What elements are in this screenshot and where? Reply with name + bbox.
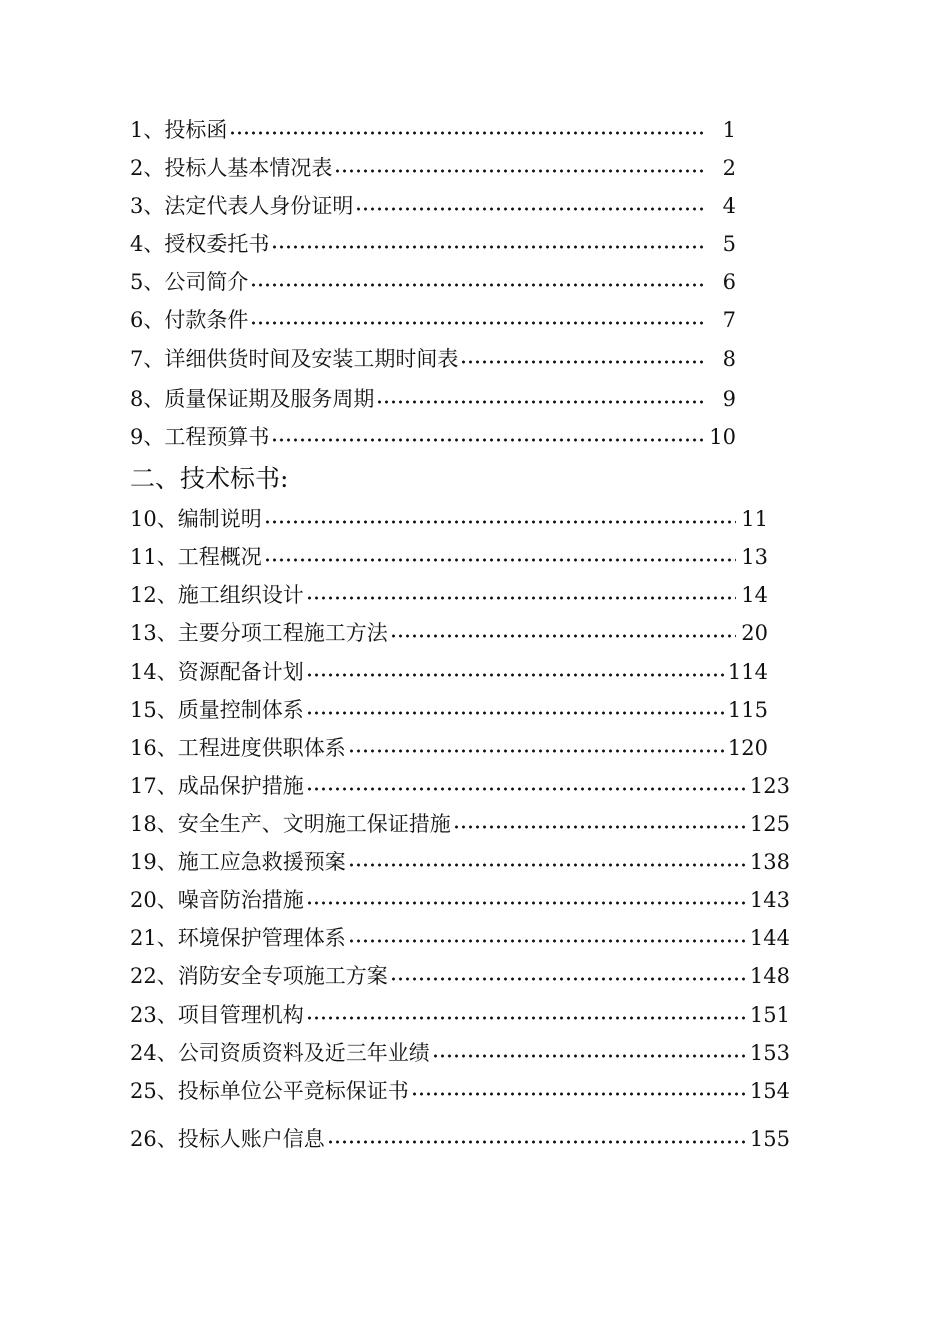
dot-leader: [334, 169, 704, 173]
section-heading-technical-bid: 二、技术标书:: [130, 464, 289, 493]
toc-entry-page-number: 8: [722, 347, 736, 371]
toc-entry-title: 14、资源配备计划: [130, 660, 304, 684]
toc-entry-page-number: 5: [722, 232, 736, 256]
toc-entry-title: 26、投标人账户信息: [130, 1127, 325, 1151]
toc-entry-page-number: 14: [741, 583, 768, 607]
dot-leader: [271, 438, 704, 442]
toc-entry-page-number: 20: [741, 621, 768, 645]
dot-leader: [390, 634, 736, 638]
toc-entry: [130, 1037, 790, 1069]
toc-entry-page-number: 13: [741, 545, 768, 569]
toc-entry: [130, 579, 768, 611]
dot-leader: [229, 131, 704, 135]
toc-entry-title: 8、质量保证期及服务周期: [130, 387, 375, 411]
dot-leader: [453, 825, 746, 829]
toc-entry-title: 2、投标人基本情况表: [130, 156, 333, 180]
toc-entry-title: 20、噪音防治措施: [130, 888, 304, 912]
toc-entry-page-number: 138: [749, 850, 790, 874]
toc-entry: [130, 228, 736, 260]
toc-entry: [130, 266, 736, 298]
dot-leader: [264, 558, 736, 562]
toc-entry-title: 21、环境保护管理体系: [130, 926, 346, 950]
toc-entry: [130, 846, 790, 878]
toc-entry: [130, 421, 736, 453]
toc-entry-page-number: 11: [741, 507, 768, 531]
dot-leader: [306, 596, 736, 600]
toc-entry-page-number: 114: [727, 660, 768, 684]
dot-leader: [306, 673, 724, 677]
toc-entry: [130, 1123, 790, 1155]
toc-entry: [130, 922, 790, 954]
toc-entry: [130, 694, 768, 726]
dot-leader: [327, 1140, 746, 1144]
dot-leader: [250, 283, 704, 287]
toc-entry-page-number: 9: [722, 387, 736, 411]
toc-entry: [130, 343, 736, 375]
toc-entry-page-number: 115: [727, 698, 768, 722]
toc-entry-title: 10、编制说明: [130, 507, 262, 531]
toc-entry: [130, 503, 768, 535]
dot-leader: [264, 520, 736, 524]
toc-entry-page-number: 1: [722, 118, 736, 142]
toc-entry-title: 22、消防安全专项施工方案: [130, 964, 388, 988]
dot-leader: [271, 245, 704, 249]
toc-entry: [130, 999, 790, 1031]
toc-entry-page-number: 7: [722, 308, 736, 332]
dot-leader: [432, 1054, 746, 1058]
toc-entry: [130, 152, 736, 184]
toc-entry-title: 6、付款条件: [130, 308, 249, 332]
toc-entry-title: 24、公司资质资料及近三年业绩: [130, 1041, 430, 1065]
dot-leader: [250, 321, 704, 325]
toc-entry-title: 16、工程进度供职体系: [130, 736, 346, 760]
toc-entry-page-number: 2: [722, 156, 736, 180]
toc-entry-title: 9、工程预算书: [130, 425, 270, 449]
toc-entry-title: 23、项目管理机构: [130, 1003, 304, 1027]
toc-entry-page-number: 151: [749, 1003, 790, 1027]
toc-entry: [130, 732, 768, 764]
dot-leader: [390, 977, 746, 981]
toc-entry-title: 5、公司简介: [130, 270, 249, 294]
toc-entry-title: 17、成品保护措施: [130, 774, 304, 798]
toc-entry-title: 13、主要分项工程施工方法: [130, 621, 388, 645]
toc-entry: [130, 770, 790, 802]
toc-entry-title: 18、安全生产、文明施工保证措施: [130, 812, 451, 836]
toc-entry-title: 4、授权委托书: [130, 232, 270, 256]
toc-entry: [130, 808, 790, 840]
dot-leader: [348, 749, 724, 753]
toc-entry: [130, 884, 790, 916]
toc-entry: [130, 617, 768, 649]
toc-entry: [130, 541, 768, 573]
toc-entry-page-number: 4: [722, 194, 736, 218]
toc-entry-page-number: 143: [749, 888, 790, 912]
toc-entry-page-number: 154: [749, 1079, 790, 1103]
toc-entry-page-number: 125: [749, 812, 790, 836]
toc-entry-page-number: 144: [749, 926, 790, 950]
dot-leader: [411, 1092, 746, 1096]
toc-entry-title: 11、工程概况: [130, 545, 262, 569]
dot-leader: [460, 360, 704, 364]
dot-leader: [306, 1016, 746, 1020]
toc-entry: [130, 304, 736, 336]
toc-entry: [130, 656, 768, 688]
toc-entry-page-number: 6: [722, 270, 736, 294]
toc-entry-page-number: 148: [749, 964, 790, 988]
toc-entry-page-number: 155: [749, 1127, 790, 1151]
dot-leader: [348, 939, 746, 943]
toc-entry-title: 12、施工组织设计: [130, 583, 304, 607]
toc-entry-page-number: 153: [749, 1041, 790, 1065]
toc-entry: [130, 960, 790, 992]
dot-leader: [348, 863, 746, 867]
dot-leader: [306, 787, 746, 791]
toc-entry-page-number: 120: [727, 736, 768, 760]
toc-entry-title: 15、质量控制体系: [130, 698, 304, 722]
dot-leader: [306, 901, 746, 905]
toc-entry-page-number: 10: [709, 425, 736, 449]
dot-leader: [355, 207, 704, 211]
toc-entry-title: 3、法定代表人身份证明: [130, 194, 354, 218]
dot-leader: [376, 400, 704, 404]
toc-entry: [130, 1075, 790, 1107]
toc-entry: [130, 190, 736, 222]
toc-entry-title: 25、投标单位公平竞标保证书: [130, 1079, 409, 1103]
toc-entry-page-number: 123: [749, 774, 790, 798]
toc-entry-title: 19、施工应急救援预案: [130, 850, 346, 874]
toc-entry: [130, 114, 736, 146]
toc-entry-title: 7、详细供货时间及安装工期时间表: [130, 347, 459, 371]
toc-entry-title: 1、投标函: [130, 118, 228, 142]
dot-leader: [306, 711, 724, 715]
toc-entry: [130, 383, 736, 415]
